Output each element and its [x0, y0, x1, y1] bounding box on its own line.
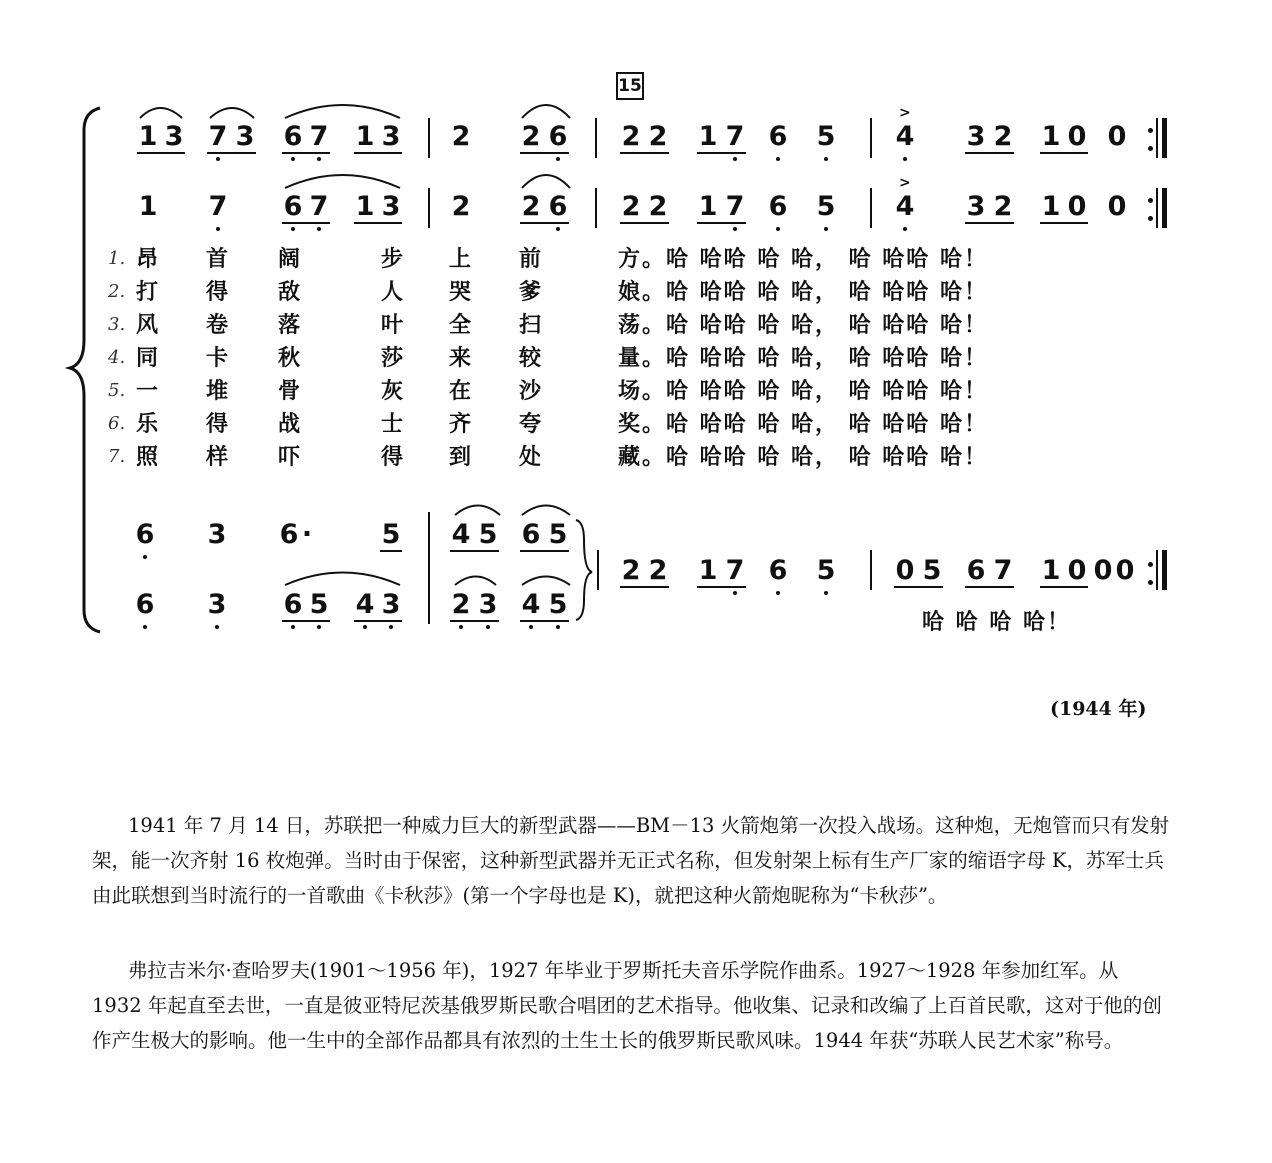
note: 2 — [993, 191, 1013, 222]
paragraph-2: 弗拉吉米尔·查哈罗夫(1901～1956 年)，1927 年毕业于罗斯托夫音乐学院作曲系。1927～1928 年参加红军。从 1932 年起直至去世，一直是彼亚特尼茨基俄罗斯民歌合唱团的艺术指导。他收集、记录和改编了上百首民歌，这对于他的创作产生极大的影响。他一生中的全部作品都具有浓烈的土生土长的俄罗斯民歌风味。1944 年获“苏联人民艺术家”称号。 — [92, 959, 1162, 1052]
note: 7 — [309, 191, 329, 222]
note: 2 — [521, 121, 541, 152]
note: 4 — [521, 589, 541, 620]
note: 3 — [381, 121, 401, 152]
note: 6 — [768, 191, 788, 222]
note: 7 — [993, 555, 1013, 586]
note: 1 — [698, 121, 718, 152]
note: 5 — [922, 555, 942, 586]
note: 0 — [1107, 121, 1127, 152]
note: · — [301, 519, 313, 550]
note: 4 — [895, 121, 915, 152]
note: 0 — [1093, 555, 1113, 586]
note: 6 — [283, 121, 303, 152]
note: 2 — [621, 555, 641, 586]
note: 5 — [816, 555, 836, 586]
note: 3 — [207, 589, 227, 620]
rehearsal-mark: 15 — [616, 72, 644, 100]
note: 6 — [283, 589, 303, 620]
note: 0 — [895, 555, 915, 586]
note: 1 — [1041, 121, 1061, 152]
note: 1 — [355, 191, 375, 222]
note: 3 — [381, 589, 401, 620]
system-brace — [70, 108, 100, 632]
note: 6 — [768, 555, 788, 586]
note: 1 — [1041, 555, 1061, 586]
paragraph-1: 1941 年 7 月 14 日，苏联把一种威力巨大的新型武器——BM－13 火箭炮第一次投入战场。这种炮，无炮管而只有发射架，能一次齐射 16 枚炮弹。当时由于保密，这种新型武器并无正式名称，但发射架上标有生产厂家的缩语字母 K，苏军士兵由此联想到当时流行的一首歌曲《卡秋莎》(第一个字母也是 K)，就把这种火箭炮昵称为“卡秋莎”。 — [92, 814, 1170, 907]
note: 3 — [164, 121, 184, 152]
note: 0 — [1067, 555, 1087, 586]
note: 0 — [1107, 191, 1127, 222]
note: 5 — [548, 589, 568, 620]
note: 6 — [548, 191, 568, 222]
note: 5 — [548, 519, 568, 550]
bottom-lyric: 哈 哈 哈 哈！ — [922, 609, 1071, 635]
note: 1 — [138, 191, 158, 222]
note: 7 — [725, 121, 745, 152]
note: 7 — [309, 121, 329, 152]
note: 6 — [521, 519, 541, 550]
note: 6 — [279, 519, 299, 550]
note: 6 — [966, 555, 986, 586]
note: 1 — [355, 121, 375, 152]
note: 2 — [621, 121, 641, 152]
note: 3 — [966, 191, 986, 222]
note: 7 — [725, 555, 745, 586]
note: 2 — [451, 121, 471, 152]
note: 5 — [478, 519, 498, 550]
note: 2 — [648, 121, 668, 152]
note: 2 — [521, 191, 541, 222]
note: 1 — [138, 121, 158, 152]
note: 2 — [451, 589, 471, 620]
note: 6 — [135, 519, 155, 550]
note: 3 — [966, 121, 986, 152]
note: 3 — [478, 589, 498, 620]
note: 6 — [283, 191, 303, 222]
note: 3 — [381, 191, 401, 222]
note: 5 — [816, 121, 836, 152]
note: 2 — [648, 191, 668, 222]
accent-mark: > — [899, 105, 911, 121]
note: 0 — [1067, 121, 1087, 152]
note: 2 — [451, 191, 471, 222]
note: 1 — [698, 555, 718, 586]
note: 6 — [135, 589, 155, 620]
note: 2 — [648, 555, 668, 586]
note: 4 — [895, 191, 915, 222]
note: 0 — [1115, 555, 1135, 586]
note: 2 — [993, 121, 1013, 152]
note: 3 — [235, 121, 255, 152]
note: 1 — [698, 191, 718, 222]
composition-year: (1944 年) — [1050, 698, 1147, 720]
note: 7 — [725, 191, 745, 222]
note: 0 — [1067, 191, 1087, 222]
note: 2 — [621, 191, 641, 222]
note: 6 — [768, 121, 788, 152]
note: 4 — [451, 519, 471, 550]
note: 5 — [381, 519, 401, 550]
accent-mark: > — [899, 175, 911, 191]
note: 1 — [1041, 191, 1061, 222]
note: 5 — [816, 191, 836, 222]
note: 7 — [208, 121, 228, 152]
note: 5 — [309, 589, 329, 620]
note: 7 — [208, 191, 228, 222]
note: 4 — [355, 589, 375, 620]
note: 3 — [207, 519, 227, 550]
note: 6 — [548, 121, 568, 152]
